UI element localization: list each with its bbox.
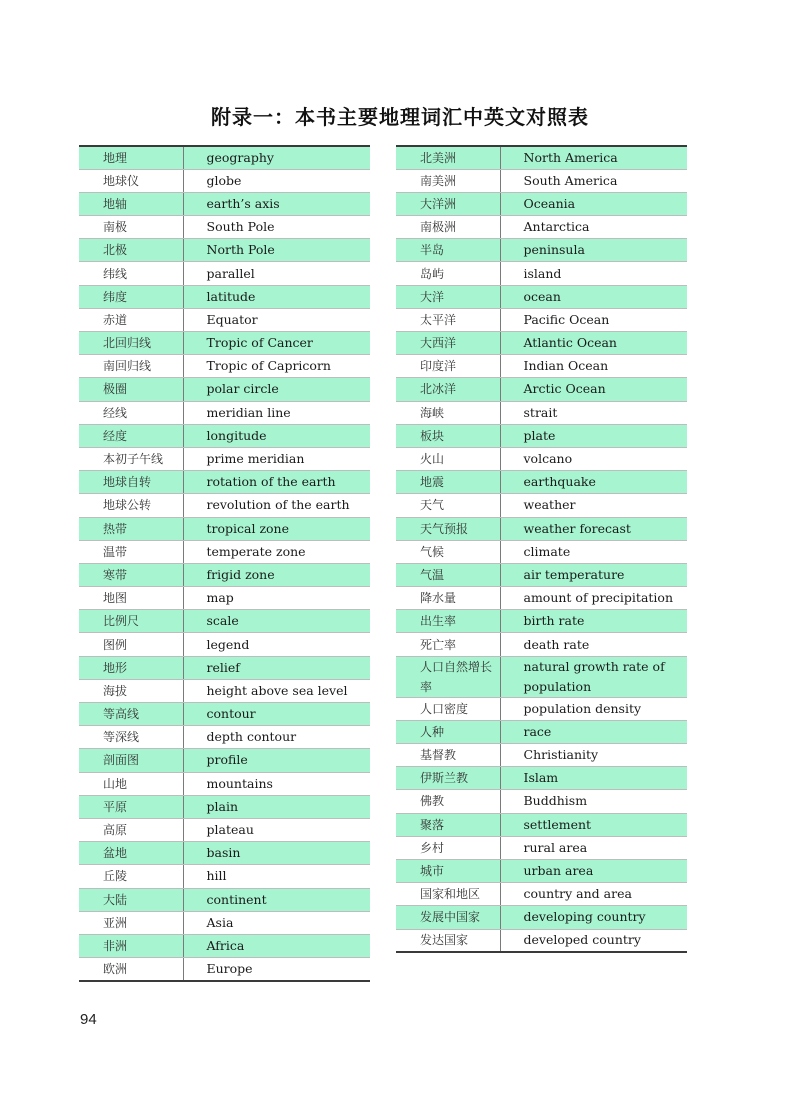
english-term: prime meridian: [183, 447, 370, 470]
glossary-row: [79, 239, 370, 262]
glossary-row: [79, 842, 370, 865]
chinese-term: 欧洲: [79, 958, 183, 981]
english-term: climate: [500, 540, 687, 563]
glossary-row: [396, 697, 687, 720]
glossary-row: [396, 447, 687, 470]
chinese-term: 寒带: [79, 563, 183, 586]
chinese-term: 地球仪: [79, 169, 183, 192]
glossary-row: [79, 308, 370, 331]
glossary-row: [396, 929, 687, 952]
chinese-term: 非洲: [79, 934, 183, 957]
glossary-row: [396, 239, 687, 262]
english-term: birth rate: [500, 610, 687, 633]
glossary-row: [396, 355, 687, 378]
glossary-row: [396, 192, 687, 215]
english-term: tropical zone: [183, 517, 370, 540]
glossary-row: [79, 749, 370, 772]
glossary-row: [396, 494, 687, 517]
english-term: polar circle: [183, 378, 370, 401]
chinese-term: 印度洋: [396, 355, 500, 378]
chinese-term: 地球公转: [79, 494, 183, 517]
chinese-term: 海峡: [396, 401, 500, 424]
chinese-term: 高原: [79, 818, 183, 841]
chinese-term: 半岛: [396, 239, 500, 262]
glossary-row: [396, 836, 687, 859]
chinese-term: 地理: [79, 146, 183, 169]
english-term: air temperature: [500, 563, 687, 586]
page-number: 94: [80, 1011, 97, 1028]
english-term: depth contour: [183, 726, 370, 749]
glossary-row: [396, 216, 687, 239]
glossary-row: [396, 633, 687, 656]
chinese-term: 伊斯兰教: [396, 767, 500, 790]
chinese-term: 大西洋: [396, 332, 500, 355]
glossary-row: [396, 540, 687, 563]
english-term: plate: [500, 424, 687, 447]
chinese-term: 本初子午线: [79, 447, 183, 470]
glossary-left-body: [79, 146, 370, 981]
glossary-row: [79, 192, 370, 215]
english-term: Asia: [183, 911, 370, 934]
chinese-term: 天气: [396, 494, 500, 517]
chinese-term: 大洋: [396, 285, 500, 308]
glossary-row: [79, 262, 370, 285]
glossary-row: [396, 744, 687, 767]
glossary-row: [79, 146, 370, 169]
chinese-term: 盆地: [79, 842, 183, 865]
chinese-term: 佛教: [396, 790, 500, 813]
glossary-row: [79, 865, 370, 888]
glossary-row: [79, 494, 370, 517]
glossary-row: [79, 888, 370, 911]
english-term: meridian line: [183, 401, 370, 424]
english-term: hill: [183, 865, 370, 888]
glossary-row: [79, 424, 370, 447]
glossary-row: [396, 656, 687, 697]
english-term: revolution of the earth: [183, 494, 370, 517]
glossary-row: [79, 587, 370, 610]
glossary-row: [79, 958, 370, 981]
chinese-term: 太平洋: [396, 308, 500, 331]
glossary-row: [79, 911, 370, 934]
glossary-row: [79, 540, 370, 563]
english-term: ocean: [500, 285, 687, 308]
chinese-term: 聚落: [396, 813, 500, 836]
english-term: geography: [183, 146, 370, 169]
english-term: Arctic Ocean: [500, 378, 687, 401]
chinese-term: 海拔: [79, 679, 183, 702]
chinese-term: 国家和地区: [396, 883, 500, 906]
chinese-term: 经线: [79, 401, 183, 424]
english-term: population density: [500, 697, 687, 720]
chinese-term: 乡村: [396, 836, 500, 859]
chinese-term: 亚洲: [79, 911, 183, 934]
english-term: frigid zone: [183, 563, 370, 586]
chinese-term: 大陆: [79, 888, 183, 911]
glossary-row: [396, 720, 687, 743]
glossary-row: [396, 563, 687, 586]
glossary-row: [79, 216, 370, 239]
chinese-term: 发达国家: [396, 929, 500, 952]
glossary-row: [396, 308, 687, 331]
chinese-term: 山地: [79, 772, 183, 795]
english-term: map: [183, 587, 370, 610]
glossary-row: [396, 378, 687, 401]
chinese-term: 地图: [79, 587, 183, 610]
chinese-term: 纬度: [79, 285, 183, 308]
english-term: longitude: [183, 424, 370, 447]
english-term: relief: [183, 656, 370, 679]
glossary-row: [79, 332, 370, 355]
chinese-term: 发展中国家: [396, 906, 500, 929]
english-term: strait: [500, 401, 687, 424]
english-term: Tropic of Cancer: [183, 332, 370, 355]
glossary-row: [79, 633, 370, 656]
english-term: rural area: [500, 836, 687, 859]
english-term: plateau: [183, 818, 370, 841]
english-term: developing country: [500, 906, 687, 929]
english-term: North America: [500, 146, 687, 169]
glossary-row: [79, 726, 370, 749]
english-term: settlement: [500, 813, 687, 836]
chinese-term: 气候: [396, 540, 500, 563]
chinese-term: 地震: [396, 471, 500, 494]
glossary-row: [396, 610, 687, 633]
chinese-term: 地形: [79, 656, 183, 679]
english-term: race: [500, 720, 687, 743]
chinese-term: 南回归线: [79, 355, 183, 378]
glossary-row: [396, 146, 687, 169]
glossary-row: [79, 401, 370, 424]
chinese-term: 基督教: [396, 744, 500, 767]
chinese-term: 南极: [79, 216, 183, 239]
glossary-row: [79, 471, 370, 494]
glossary-row: [79, 285, 370, 308]
chinese-term: 剖面图: [79, 749, 183, 772]
chinese-term: 纬线: [79, 262, 183, 285]
chinese-term: 人口自然增长率: [396, 656, 500, 697]
chinese-term: 火山: [396, 447, 500, 470]
chinese-term: 丘陵: [79, 865, 183, 888]
glossary-row: [79, 703, 370, 726]
english-term: Islam: [500, 767, 687, 790]
english-term: Africa: [183, 934, 370, 957]
chinese-term: 出生率: [396, 610, 500, 633]
english-term: basin: [183, 842, 370, 865]
chinese-term: 等高线: [79, 703, 183, 726]
chinese-term: 温带: [79, 540, 183, 563]
english-term: Christianity: [500, 744, 687, 767]
english-term: death rate: [500, 633, 687, 656]
english-term: parallel: [183, 262, 370, 285]
glossary-row: [396, 859, 687, 882]
english-term: Atlantic Ocean: [500, 332, 687, 355]
glossary-row: [79, 679, 370, 702]
glossary-row: [79, 818, 370, 841]
chinese-term: 人口密度: [396, 697, 500, 720]
glossary-row: [396, 790, 687, 813]
english-term: scale: [183, 610, 370, 633]
page-title: 附录一：本书主要地理词汇中英文对照表: [211, 105, 589, 129]
chinese-term: 岛屿: [396, 262, 500, 285]
english-term: South Pole: [183, 216, 370, 239]
english-term: Europe: [183, 958, 370, 981]
english-term: developed country: [500, 929, 687, 952]
english-term: weather: [500, 494, 687, 517]
glossary-row: [79, 610, 370, 633]
chinese-term: 极圈: [79, 378, 183, 401]
glossary-row: [396, 471, 687, 494]
chinese-term: 赤道: [79, 308, 183, 331]
english-term: rotation of the earth: [183, 471, 370, 494]
english-term: volcano: [500, 447, 687, 470]
chinese-term: 图例: [79, 633, 183, 656]
chinese-term: 热带: [79, 517, 183, 540]
chinese-term: 板块: [396, 424, 500, 447]
chinese-term: 大洋洲: [396, 192, 500, 215]
english-term: legend: [183, 633, 370, 656]
chinese-term: 等深线: [79, 726, 183, 749]
chinese-term: 平原: [79, 795, 183, 818]
english-term: mountains: [183, 772, 370, 795]
chinese-term: 南美洲: [396, 169, 500, 192]
chinese-term: 经度: [79, 424, 183, 447]
glossary-row: [79, 517, 370, 540]
chinese-term: 比例尺: [79, 610, 183, 633]
chinese-term: 北冰洋: [396, 378, 500, 401]
english-term: peninsula: [500, 239, 687, 262]
english-term: latitude: [183, 285, 370, 308]
glossary-row: [396, 517, 687, 540]
chinese-term: 地轴: [79, 192, 183, 215]
glossary-row: [79, 795, 370, 818]
chinese-term: 天气预报: [396, 517, 500, 540]
english-term: Tropic of Capricorn: [183, 355, 370, 378]
chinese-term: 北回归线: [79, 332, 183, 355]
chinese-term: 城市: [396, 859, 500, 882]
glossary-row: [79, 378, 370, 401]
glossary-row: [79, 656, 370, 679]
english-term: height above sea level: [183, 679, 370, 702]
english-term: Pacific Ocean: [500, 308, 687, 331]
glossary-row: [396, 906, 687, 929]
english-term: profile: [183, 749, 370, 772]
glossary-row: [396, 332, 687, 355]
glossary-row: [79, 447, 370, 470]
chinese-term: 北极: [79, 239, 183, 262]
english-term: country and area: [500, 883, 687, 906]
glossary-row: [396, 424, 687, 447]
english-term: contour: [183, 703, 370, 726]
chinese-term: 人种: [396, 720, 500, 743]
glossary-row: [79, 772, 370, 795]
english-term: Oceania: [500, 192, 687, 215]
english-term: Buddhism: [500, 790, 687, 813]
glossary-row: [396, 883, 687, 906]
english-term: natural growth rate of population: [500, 656, 687, 697]
english-term: earth’s axis: [183, 192, 370, 215]
english-term: globe: [183, 169, 370, 192]
english-term: continent: [183, 888, 370, 911]
chinese-term: 死亡率: [396, 633, 500, 656]
glossary-row: [79, 563, 370, 586]
english-term: South America: [500, 169, 687, 192]
chinese-term: 南极洲: [396, 216, 500, 239]
glossary-row: [396, 262, 687, 285]
glossary-row: [396, 285, 687, 308]
english-term: island: [500, 262, 687, 285]
glossary-row: [396, 169, 687, 192]
glossary-row: [79, 169, 370, 192]
english-term: weather forecast: [500, 517, 687, 540]
chinese-term: 北美洲: [396, 146, 500, 169]
glossary-table-right: [396, 145, 687, 953]
glossary-row: [396, 587, 687, 610]
english-term: North Pole: [183, 239, 370, 262]
english-term: urban area: [500, 859, 687, 882]
glossary-row: [396, 813, 687, 836]
english-term: earthquake: [500, 471, 687, 494]
glossary-row: [79, 355, 370, 378]
english-term: Antarctica: [500, 216, 687, 239]
glossary-row: [396, 401, 687, 424]
english-term: Equator: [183, 308, 370, 331]
english-term: Indian Ocean: [500, 355, 687, 378]
glossary-table-left: [79, 145, 370, 982]
glossary-row: [396, 767, 687, 790]
glossary-right-body: [396, 146, 687, 952]
chinese-term: 降水量: [396, 587, 500, 610]
chinese-term: 地球自转: [79, 471, 183, 494]
english-term: plain: [183, 795, 370, 818]
english-term: amount of precipitation: [500, 587, 687, 610]
english-term: temperate zone: [183, 540, 370, 563]
chinese-term: 气温: [396, 563, 500, 586]
glossary-row: [79, 934, 370, 957]
